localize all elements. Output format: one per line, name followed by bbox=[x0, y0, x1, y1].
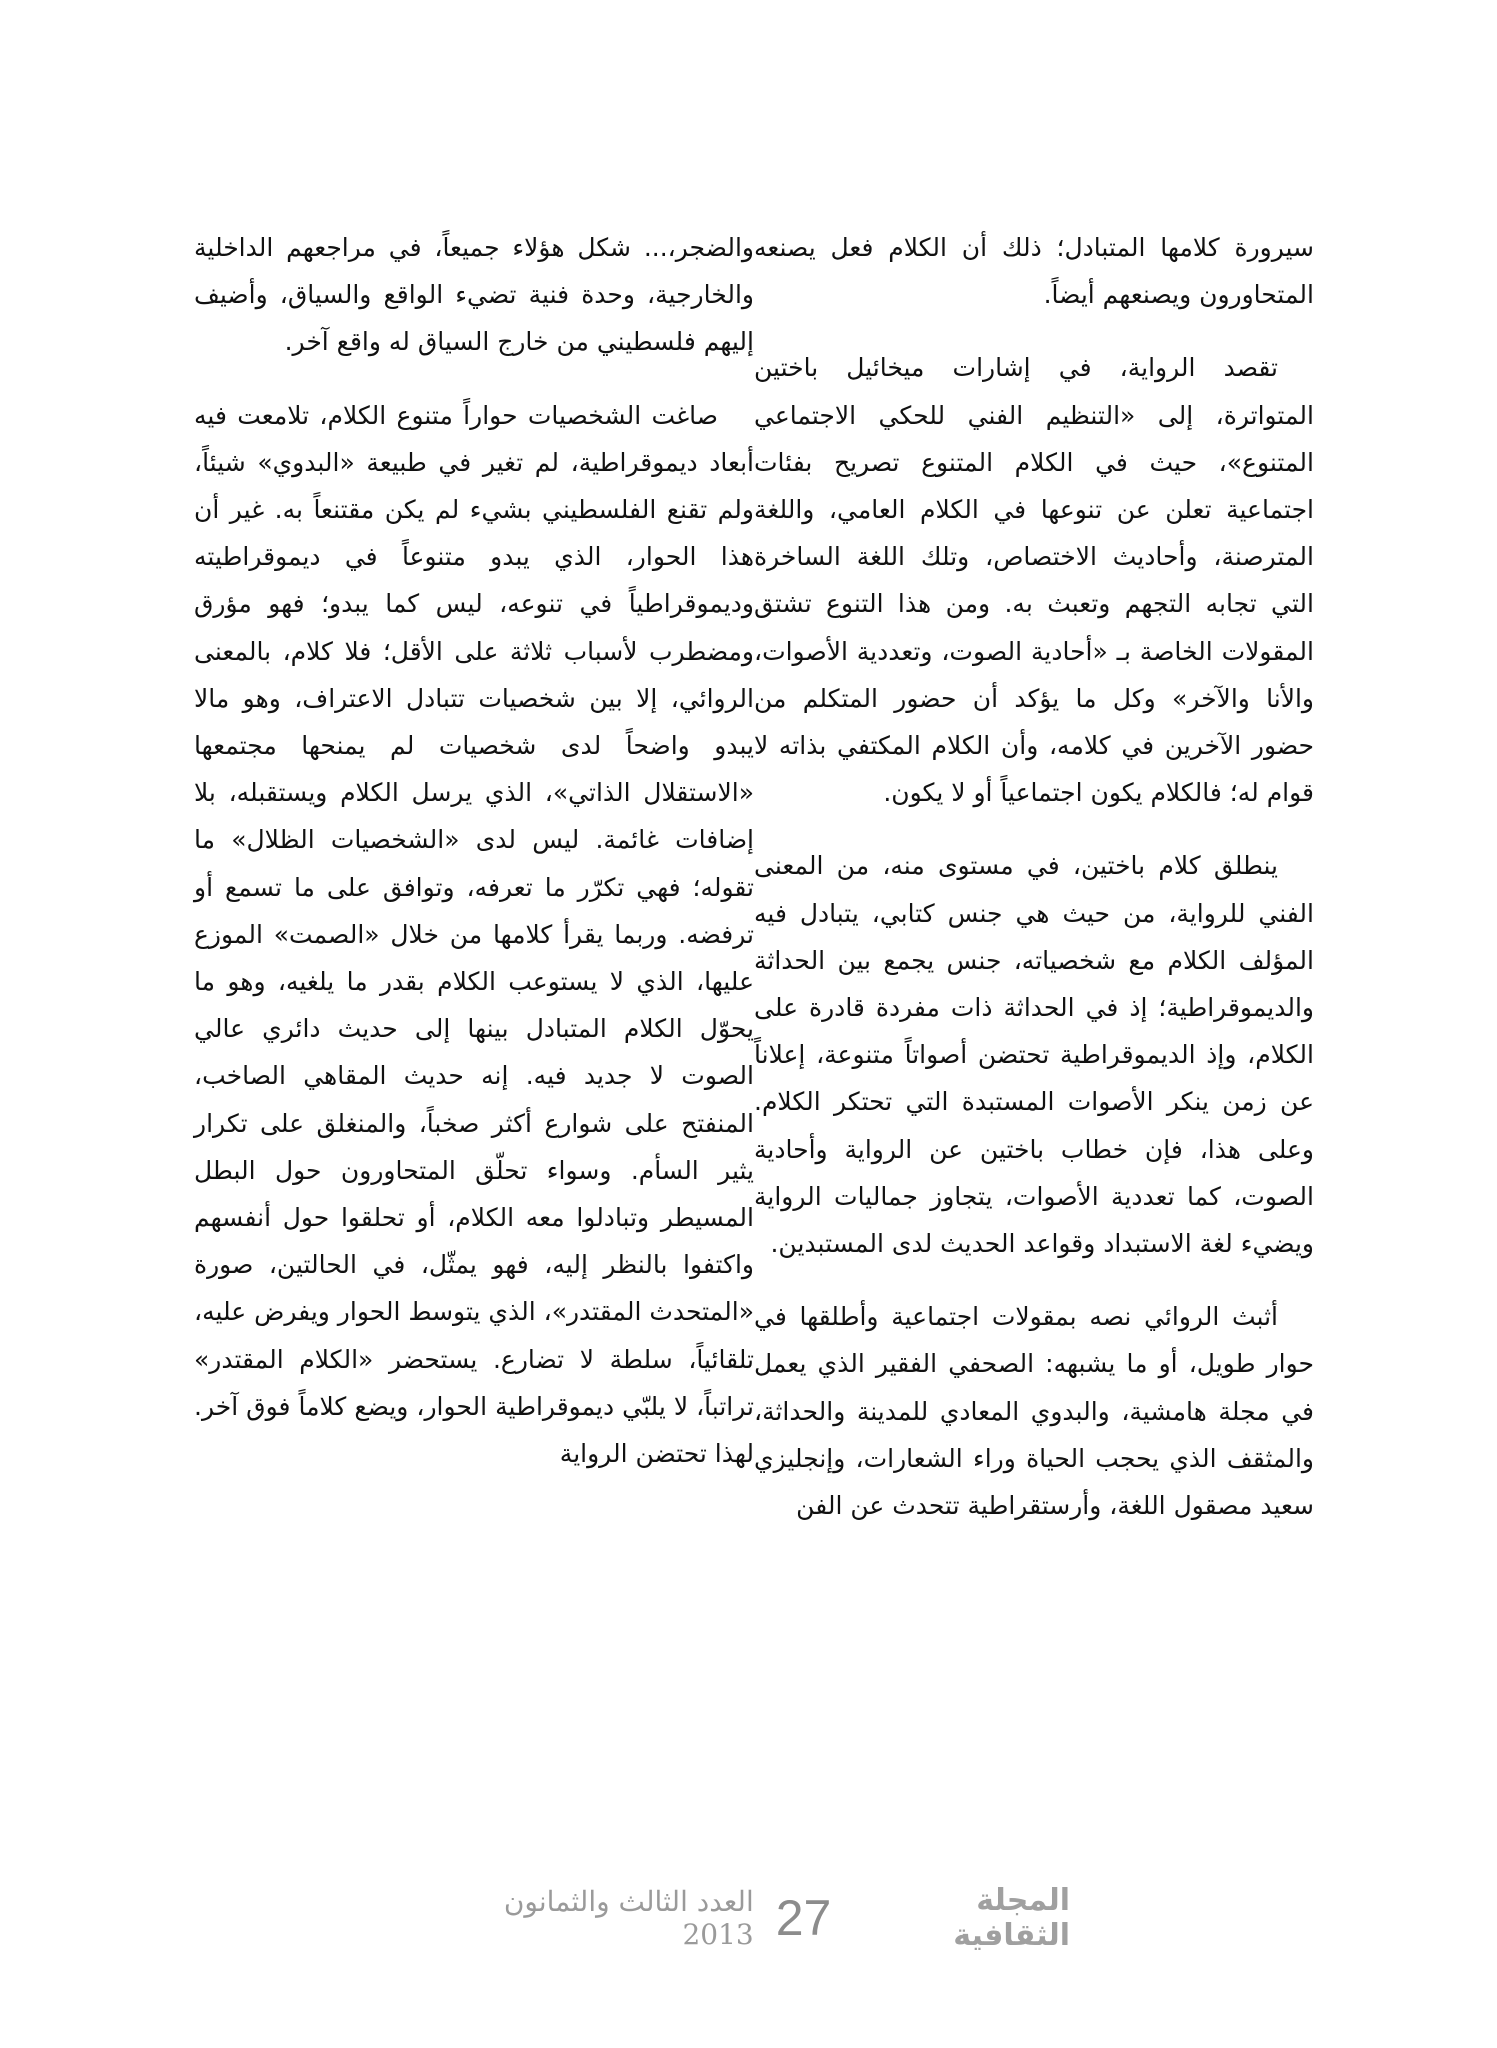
issue-label: العدد الثالث والثمانون 2013 bbox=[503, 1885, 754, 1951]
left-column bbox=[194, 224, 754, 1503]
paragraph: ينطلق كلام باختين، في مستوى منه، من المعنى الفني للرواية، من حيث هي جنس كتابي، يتبادل فيه المؤلف الكلام مع شخصياته، جنس يجمع بين الحداثة والديموقراطية؛ إذ في الحداثة ذات مفردة قادرة على الكلام، وإذ الديموقراطية تحتضن أصواتاً متنوعة، إعلاناً عن زمن ينكر الأصوات المستبدة التي تحتكر الكلام. وعلى هذا، فإن خطاب باختين عن الرواية وأحادية الصوت، كما تعددية الأصوات، يتجاوز جماليات الرواية ويضيء لغة الاستبداد وقواعد الحديث لدى المستبدين. bbox=[754, 851, 1314, 1259]
magazine-logo: المجلة الثقافية bbox=[953, 1883, 1070, 1953]
paragraph: والضجر،... شكل هؤلاء جميعاً، في مراجعهم الداخلية والخارجية، وحدة فنية تضيء الواقع والسياق، وأضيف إليهم فلسطيني من خارج السياق له واقع آخر. bbox=[194, 233, 754, 357]
paragraph: أثبث الروائي نصه بمقولات اجتماعية وأطلقها في حوار طويل، أو ما يشبهه: الصحفي الفقير الذي يعمل في مجلة هامشية، والبدوي المعادي للمدينة والحداثة، والمثقف الذي يحجب الحياة وراء الشعارات، وإنجليزي سعيد مصقول اللغة، وأرستقراطية تتحدث عن الفن bbox=[754, 1302, 1314, 1521]
paragraph: صاغت الشخصيات حواراً متنوع الكلام، تلامعت فيه أبعاد ديموقراطية، لم تغير في طبيعة «البدوي» شيئاً، ولم تقنع الفلسطيني بشيء لم يكن مقتنعاً به. غير أن هذا الحوار، الذي يبدو متنوعاً في ديموقراطيته وديموقراطياً في تنوعه، ليس كما يبدو؛ فهو مؤرق ومضطرب لأسباب ثلاثة على الأقل؛ فلا كلام، بالمعنى الروائي، إلا بين شخصيات تتبادل الاعتراف، وهو مالا يبدو واضحاً لدى شخصيات لم يمنحها مجتمعها «الاستقلال الذاتي»، الذي يرسل الكلام ويستقبله، بلا إضافات غائمة. ليس لدى «الشخصيات الظلال» ما تقوله؛ فهي تكرّر ما تعرفه، وتوافق على ما تسمع أو ترفضه. وربما يقرأ كلامها من خلال «الصمت» الموزع عليها، الذي لا يستوعب الكلام بقدر ما يلغيه، وهو ما يحوّل الكلام المتبادل بينها إلى حديث دائري عالي الصوت لا جديد فيه. إنه حديث المقاهي الصاخب، المنفتح على شوارع أكثر صخباً، والمنغلق على تكرار يثير السأم. وسواء تحلّق المتحاورون حول البطل المسيطر وتبادلوا معه الكلام، أو تحلقوا حول أنفسهم واكتفوا بالنظر إليه، فهو يمثّل، في الحالتين، صورة «المتحدث المقتدر»، الذي يتوسط الحوار ويفرض عليه، تلقائياً، سلطة لا تضارع. يستحضر «الكلام المقتدر» تراتباً، لا يلبّي ديموقراطية الحوار، ويضع كلاماً فوق آخر. لهذا تحتضن الرواية bbox=[194, 400, 754, 1469]
paragraph: تقصد الرواية، في إشارات ميخائيل باختين المتواترة، إلى «التنظيم الفني للحكي الاجتماعي المتنوع»، حيث في الكلام المتنوع تصريح بفئات اجتماعية تعلن عن تنوعها في الكلام العامي، واللغة المترصنة، وأحاديث الاختصاص، وتلك اللغة الساخرة التي تجابه التجهم وتعبث به. ومن هذا التنوع تشتق المقولات الخاصة بـ «أحادية الصوت، وتعددية الأصوات، والأنا والآخر» وكل ما يؤكد أن حضور المتكلم من حضور الآخرين في كلامه، وأن الكلام المكتفي بذاته لا قوام له؛ فالكلام يكون اجتماعياً أو لا يكون. bbox=[754, 353, 1314, 808]
page-number: 27 bbox=[775, 1890, 832, 1946]
page-footer bbox=[430, 1883, 1070, 1953]
right-column bbox=[754, 224, 1314, 1555]
paragraph: سيرورة كلامها المتبادل؛ ذلك أن الكلام فعل يصنعه المتحاورون ويصنعهم أيضاً. bbox=[754, 233, 1314, 310]
